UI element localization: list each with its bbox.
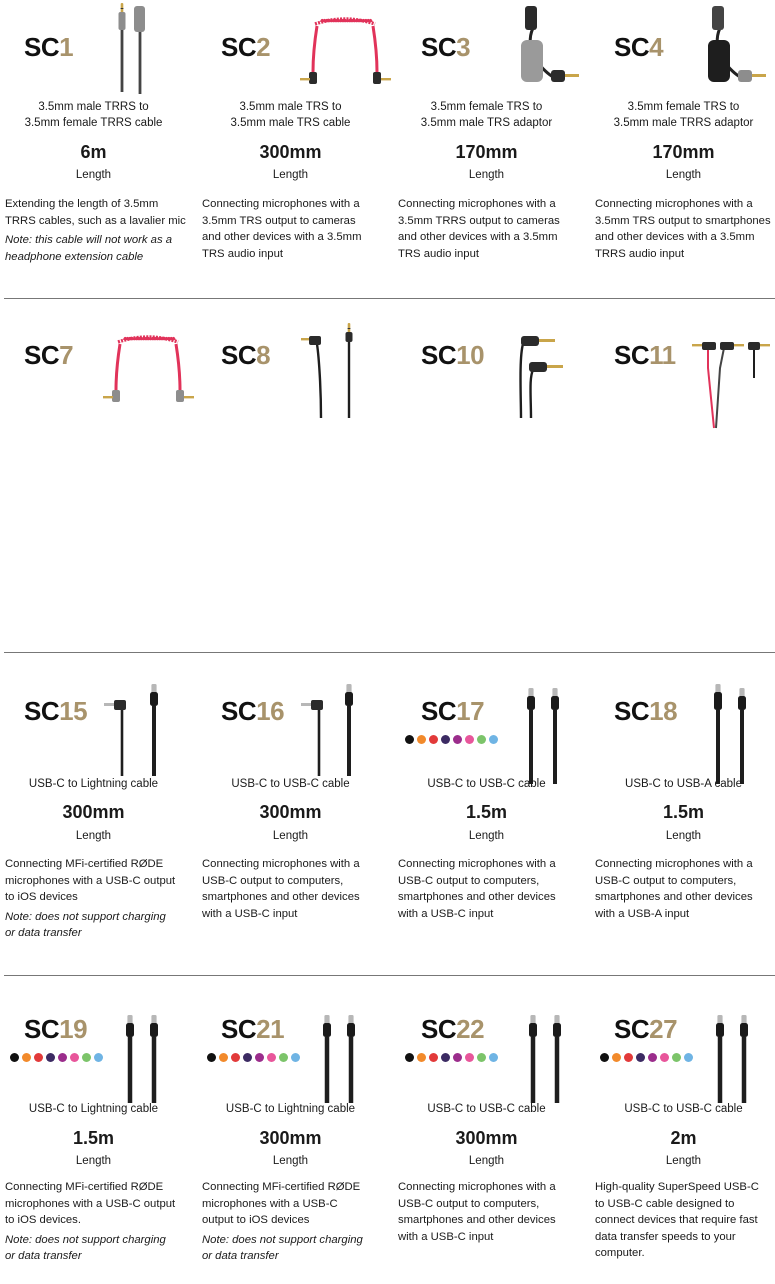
product-code-number: 22: [456, 1014, 485, 1044]
product-code-number: 17: [456, 696, 485, 726]
product-code-prefix: SC: [24, 1014, 60, 1044]
color-swatch: [10, 1053, 19, 1062]
length-label: Length: [468, 1155, 505, 1167]
product-code: [24, 696, 87, 727]
color-swatch: [82, 1053, 91, 1062]
product-length: 300mm: [62, 802, 125, 822]
product-card: [0, 300, 197, 652]
product-description: High-quality SuperSpeed USB-C to USB-C cable designed to connect devices that require fast data transfer speeds to your computer.: [595, 1181, 759, 1259]
product-length: 2m: [670, 1128, 697, 1148]
product-card: [393, 300, 590, 652]
product-code: [614, 696, 677, 727]
product-subtitle: 3.5mm female TRS to 3.5mm male TRRS adaptor: [613, 101, 754, 129]
product-code: [24, 32, 73, 63]
color-swatch: [465, 1053, 474, 1062]
color-swatch: [279, 1053, 288, 1062]
color-options: [207, 1053, 300, 1062]
color-swatch: [612, 1053, 621, 1062]
color-swatch: [22, 1053, 31, 1062]
length-label: Length: [665, 830, 702, 842]
product-code-prefix: SC: [421, 696, 457, 726]
product-card: [197, 977, 394, 1284]
product-code-prefix: SC: [221, 696, 257, 726]
product-code-prefix: SC: [614, 32, 650, 62]
color-swatch: [429, 735, 438, 744]
coiled-red-cable-grey-icon: [100, 318, 195, 418]
product-code-number: 2: [256, 32, 271, 62]
product-code-prefix: SC: [221, 1014, 257, 1044]
product-code-number: 27: [649, 1014, 678, 1044]
product-note: Note: does not support charging or data transfer: [5, 1233, 166, 1262]
product-length: 300mm: [259, 142, 322, 162]
product-card: [0, 0, 197, 298]
product-subtitle: USB-C to USB-C cable: [427, 778, 546, 790]
color-swatch: [243, 1053, 252, 1062]
product-subtitle: USB-C to USB-C cable: [624, 1103, 743, 1115]
color-swatch: [465, 735, 474, 744]
color-swatch: [405, 735, 414, 744]
product-length: 170mm: [652, 142, 715, 162]
color-swatch: [489, 735, 498, 744]
product-card: [393, 654, 590, 975]
product-subtitle: USB-C to USB-C cable: [427, 1103, 546, 1115]
cable-row: [0, 977, 775, 1284]
length-label: Length: [468, 169, 505, 181]
product-code: [221, 340, 270, 371]
color-options: [405, 735, 498, 744]
product-code: [24, 1014, 87, 1045]
usbc-usba-cable-icon: [690, 676, 775, 776]
color-swatch: [441, 735, 450, 744]
product-code-number: 21: [256, 1014, 285, 1044]
product-card: [0, 654, 197, 975]
managed-jack-cable-icon: [503, 318, 590, 418]
adaptor-cable-black-icon: [690, 0, 775, 100]
color-swatch: [255, 1053, 264, 1062]
cable-row: [0, 654, 775, 975]
length-label: Length: [272, 830, 309, 842]
product-code: [221, 32, 270, 63]
product-code-prefix: SC: [421, 1014, 457, 1044]
usbc-lightning-cable-icon: [100, 676, 195, 776]
product-code-number: 3: [456, 32, 471, 62]
product-code-prefix: SC: [221, 340, 257, 370]
product-subtitle: USB-C to Lightning cable: [225, 1103, 356, 1115]
product-code-number: 10: [456, 340, 485, 370]
product-subtitle: USB-C to Lightning cable: [28, 1103, 159, 1115]
product-description: Connecting microphones with a USB-C output to computers, smartphones and other devices with a USB-C input: [202, 858, 360, 920]
product-length: 6m: [80, 142, 107, 162]
product-length: 170mm: [455, 142, 518, 162]
adaptor-cable-grey-icon: [503, 0, 590, 100]
length-label: Length: [665, 169, 702, 181]
color-swatch: [453, 735, 462, 744]
product-code-number: 7: [59, 340, 74, 370]
section-divider: [4, 652, 775, 653]
product-code-number: 18: [649, 696, 678, 726]
color-swatch: [405, 1053, 414, 1062]
product-description: Connecting MFi-certified RØDE microphones with a USB-C output to iOS devices: [5, 858, 176, 903]
color-swatch: [417, 1053, 426, 1062]
product-code-prefix: SC: [421, 340, 457, 370]
product-length: 1.5m: [72, 1128, 115, 1148]
product-code-prefix: SC: [614, 1014, 650, 1044]
length-label: Length: [468, 830, 505, 842]
color-swatch: [231, 1053, 240, 1062]
product-card: [590, 0, 775, 298]
color-swatch: [219, 1053, 228, 1062]
product-note: Note: does not support charging or data transfer: [5, 910, 166, 939]
color-swatch: [70, 1053, 79, 1062]
cable-row: [0, 0, 775, 298]
product-code-prefix: SC: [221, 32, 257, 62]
color-swatch: [648, 1053, 657, 1062]
product-code-number: 4: [649, 32, 664, 62]
color-swatch: [672, 1053, 681, 1062]
product-description: Connecting microphones with a 3.5mm TRS output to smartphones and other devices with a 3.5mm TRRS audio input: [595, 198, 771, 260]
jack-extension-cable-icon: [100, 0, 195, 100]
product-code-prefix: SC: [614, 696, 650, 726]
product-card: [197, 0, 394, 298]
color-swatch: [417, 735, 426, 744]
product-description: Connecting microphones with a 3.5mm TRRS output to cameras and other devices with a 3.5mm TRS audio input: [398, 198, 560, 260]
product-card: [590, 977, 775, 1284]
length-label: Length: [75, 830, 112, 842]
product-code-number: 1: [59, 32, 74, 62]
product-code-number: 19: [59, 1014, 88, 1044]
product-code-prefix: SC: [24, 32, 60, 62]
section-divider: [4, 298, 775, 299]
product-description: Connecting MFi-certified RØDE microphones with a USB-C output to iOS devices.: [5, 1181, 176, 1226]
splitter-cable-icon: [690, 318, 775, 418]
product-code-prefix: SC: [24, 696, 60, 726]
color-options: [600, 1053, 693, 1062]
length-label: Length: [272, 169, 309, 181]
product-subtitle: USB-C to USB-A cable: [625, 778, 742, 790]
product-code-number: 11: [649, 340, 676, 370]
product-description: Connecting microphones with a USB-C output to computers, smartphones and other devices with a USB-C input: [398, 1181, 556, 1243]
product-card: [197, 654, 394, 975]
product-description: Connecting microphones with a USB-C output to computers, smartphones and other devices with a USB-C input: [398, 858, 556, 920]
length-label: Length: [75, 1155, 112, 1167]
product-subtitle: USB-C to USB-C cable: [231, 778, 350, 790]
color-swatch: [660, 1053, 669, 1062]
cable-row: [0, 300, 775, 652]
product-length: 300mm: [259, 802, 322, 822]
product-code-prefix: SC: [614, 340, 650, 370]
product-description: Connecting MFi-certified RØDE microphones with a USB-C output to iOS devices: [202, 1181, 361, 1226]
product-description: Extending the length of 3.5mm TRRS cables, such as a lavalier mic: [5, 198, 186, 227]
product-code: [421, 340, 484, 371]
color-swatch: [489, 1053, 498, 1062]
product-card: [393, 0, 590, 298]
usbc-usbc-angled-cable-icon: [297, 676, 392, 776]
product-card: [393, 977, 590, 1284]
usbc-lightning-short-cable-icon: [297, 999, 392, 1099]
color-swatch: [477, 735, 486, 744]
product-code: [24, 340, 73, 371]
product-card: [0, 977, 197, 1284]
color-options: [405, 1053, 498, 1062]
product-description: Connecting microphones with a 3.5mm TRS output to cameras and other devices with a 3.5mm TRS audio input: [202, 198, 362, 260]
usbc-usbc-short-cable-icon: [503, 999, 590, 1099]
product-subtitle: 3.5mm male TRS to 3.5mm male TRS cable: [230, 101, 351, 129]
color-swatch: [441, 1053, 450, 1062]
product-code-prefix: SC: [421, 32, 457, 62]
color-swatch: [636, 1053, 645, 1062]
section-divider: [4, 975, 775, 976]
product-code: [221, 1014, 284, 1045]
color-swatch: [477, 1053, 486, 1062]
product-length: 300mm: [455, 1128, 518, 1148]
product-code: [614, 32, 663, 63]
length-label: Length: [75, 169, 112, 181]
length-label: Length: [665, 1155, 702, 1167]
color-swatch: [429, 1053, 438, 1062]
product-length: 1.5m: [465, 802, 508, 822]
product-subtitle: 3.5mm male TRRS to 3.5mm female TRRS cable: [24, 101, 163, 129]
product-code: [421, 696, 484, 727]
color-swatch: [267, 1053, 276, 1062]
product-length: 300mm: [259, 1128, 322, 1148]
product-card: [590, 654, 775, 975]
product-code-prefix: SC: [24, 340, 60, 370]
product-length: 1.5m: [662, 802, 705, 822]
product-card: [197, 300, 394, 652]
color-options: [10, 1053, 103, 1062]
product-code: [614, 1014, 677, 1045]
product-code: [421, 1014, 484, 1045]
color-swatch: [453, 1053, 462, 1062]
product-code: [614, 340, 676, 371]
product-subtitle: USB-C to Lightning cable: [28, 778, 159, 790]
product-code: [221, 696, 284, 727]
length-label: Length: [272, 1155, 309, 1167]
color-swatch: [34, 1053, 43, 1062]
product-description: Connecting microphones with a USB-C output to computers, smartphones and other devices with a USB-A input: [595, 858, 753, 920]
color-swatch: [207, 1053, 216, 1062]
color-swatch: [624, 1053, 633, 1062]
product-code-number: 8: [256, 340, 271, 370]
product-card: [590, 300, 775, 652]
color-swatch: [58, 1053, 67, 1062]
long-jack-cable-icon: [297, 318, 392, 418]
product-subtitle: 3.5mm female TRS to 3.5mm male TRS adaptor: [420, 101, 553, 129]
color-swatch: [600, 1053, 609, 1062]
coiled-red-cable-icon: [297, 0, 392, 100]
usbc-superspeed-cable-icon: [690, 999, 775, 1099]
product-code: [421, 32, 470, 63]
usbc-lightning-long-cable-icon: [100, 999, 195, 1099]
product-code-number: 15: [59, 696, 88, 726]
product-code-number: 16: [256, 696, 285, 726]
product-note: Note: this cable will not work as a headphone extension cable: [5, 234, 173, 263]
usbc-usbc-cable-icon: [503, 676, 590, 776]
color-swatch: [46, 1053, 55, 1062]
product-note: Note: does not support charging or data transfer: [202, 1233, 363, 1262]
